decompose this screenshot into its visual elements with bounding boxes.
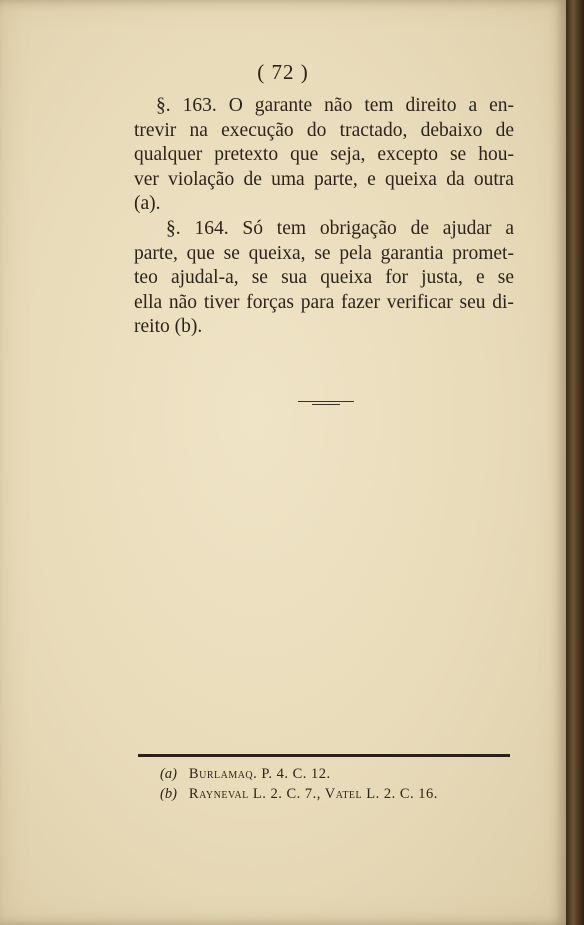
text-line: trevir na execução do tractado, debaixo de [134, 119, 514, 141]
book-edge [566, 0, 584, 925]
footnote-mark: (b) [160, 786, 177, 802]
text-line: ver violação de uma parte, e queixa da outra [134, 168, 514, 190]
footnote [160, 784, 520, 804]
text-line: §. 164. Só tem obrigação de ajudar a [166, 217, 514, 239]
text-line: §. 163. O garante não tem direito a en- [156, 95, 514, 116]
text-line: parte, que se queixa, se pela garantia promet- [134, 242, 514, 264]
footnote [160, 764, 520, 784]
text-line: teo ajudal-a, se sua queixa for justa, e se [134, 267, 514, 289]
text-line: ella não tiver forças para fazer verificar seu di- [134, 291, 514, 313]
body-text [134, 94, 514, 340]
section-divider-ornament [298, 401, 354, 406]
footnotes [160, 764, 520, 804]
text-line: reito (b). [134, 316, 203, 338]
footnote-text: Rayneval L. 2. C. 7., Vatel L. 2. C. 16. [188, 786, 438, 802]
text-line: (a). [134, 193, 161, 215]
footnote-text: Burlamaq. P. 4. C. 12. [188, 766, 331, 782]
text-line: qualquer pretexto que seja, excepto se hou- [134, 144, 514, 166]
page-number: ( 72 ) [257, 60, 309, 84]
footnote-rule [138, 754, 510, 757]
footnote-mark: (a) [160, 766, 177, 782]
